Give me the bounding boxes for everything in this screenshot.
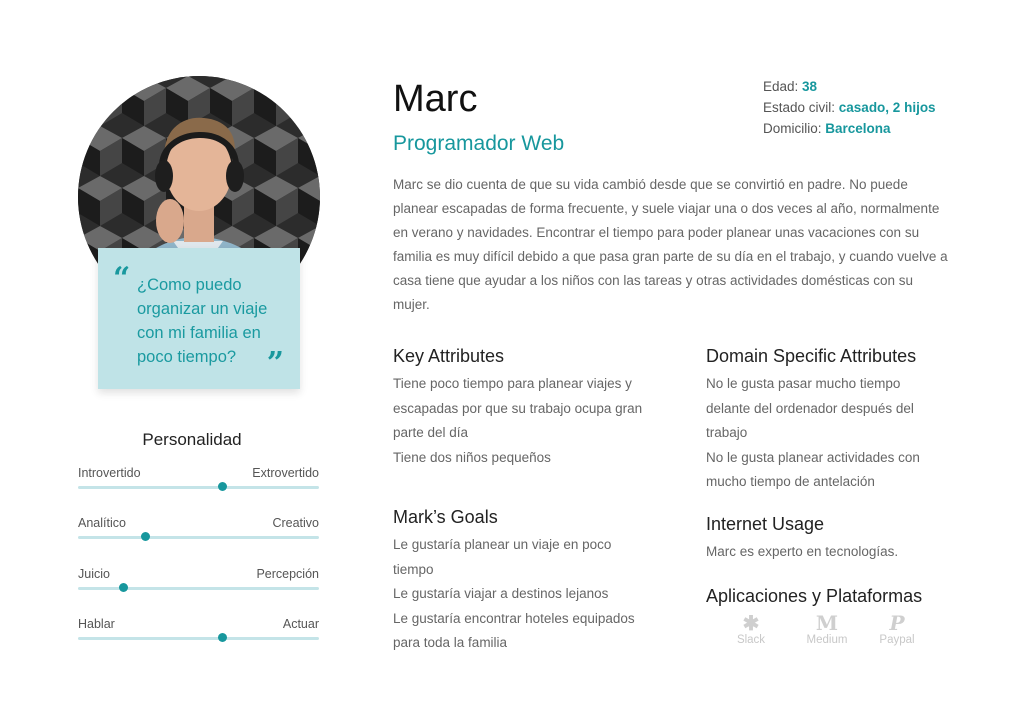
fact-civil-status: Estado civil: casado, 2 hijos: [763, 100, 936, 115]
slider-left-label: Introvertido: [78, 466, 141, 480]
personality-slider[interactable]: [78, 516, 319, 546]
persona-facts: [763, 76, 936, 139]
quote-close-icon: ”: [266, 346, 284, 381]
list-item: Le gustaría viajar a destinos lejanos: [393, 586, 609, 601]
personality-title: Personalidad: [142, 430, 242, 449]
list-item: Tiene poco tiempo para planear viajes y escapadas por que su trabajo ocupa gran parte del día: [393, 376, 643, 440]
persona-quote: ¿Como puedo organizar un viaje con mi familia en poco tiempo?: [137, 276, 268, 366]
slider-right-label: Percepción: [256, 567, 319, 581]
slider-right-label: Creativo: [272, 516, 319, 530]
personality-slider[interactable]: [78, 617, 319, 647]
domain-attributes-list: [706, 372, 944, 495]
slider-track[interactable]: [78, 587, 319, 590]
slider-knob[interactable]: [119, 583, 128, 592]
key-attributes-title: Key Attributes: [393, 346, 505, 366]
internet-usage-text: Marc es experto en tecnologías.: [706, 544, 899, 559]
fact-age: Edad: 38: [763, 79, 818, 94]
personality-slider[interactable]: [78, 466, 319, 496]
list-item: Le gustaría planear un viaje en poco tiempo: [393, 537, 612, 577]
fact-residence: Domicilio: Barcelona: [763, 121, 891, 136]
list-item: Le gustaría encontrar hoteles equipados para toda la familia: [393, 610, 635, 650]
slider-track[interactable]: [78, 486, 319, 489]
slack-icon: ✱: [742, 611, 760, 635]
quote-card: [98, 248, 300, 389]
persona-name: Marc: [393, 78, 478, 120]
list-item: No le gusta planear actividades con mucho tiempo de antelación: [706, 449, 920, 489]
goals-title: Mark’s Goals: [393, 507, 498, 527]
slider-left-label: Analítico: [78, 516, 126, 530]
paypal-icon: P: [889, 611, 905, 635]
slider-left-label: Juicio: [78, 567, 110, 581]
list-item: Tiene dos niños pequeños: [393, 449, 551, 465]
slider-knob[interactable]: [218, 633, 227, 642]
personality-slider[interactable]: [78, 567, 319, 597]
internet-usage-title: Internet Usage: [706, 514, 825, 534]
app-medium: [797, 612, 857, 646]
goals-list: [393, 533, 638, 656]
list-item: No le gusta pasar mucho tiempo delante del ordenador después del trabajo: [706, 376, 914, 440]
domain-attributes-title: Domain Specific Attributes: [706, 346, 917, 366]
quote-open-icon: “: [113, 261, 131, 296]
persona-bio: Marc se dio cuenta de que su vida cambió desde que se convirtió en padre. No puede planear escapadas de forma frecuente, y suele viajar una o dos veces al año, normalmente en verano y navidades. Encontrar el tiempo para poder planear unas vacaciones con su familia es muy difícil debido a que pasa gran parte de su día en el trabajo, y cuando vuelve a casa tiene que ayudar a los niños con las tareas y otras actividades domésticas con su mujer.: [393, 177, 948, 312]
slider-left-label: Hablar: [78, 617, 115, 631]
slider-knob[interactable]: [218, 482, 227, 491]
slider-right-label: Actuar: [282, 617, 319, 631]
app-name: Paypal: [879, 634, 915, 646]
app-name: Medium: [806, 634, 848, 646]
slider-track[interactable]: [78, 536, 319, 539]
app-name: Slack: [736, 634, 766, 646]
key-attributes-list: [393, 372, 648, 470]
slider-right-label: Extrovertido: [252, 466, 319, 480]
slider-knob[interactable]: [141, 532, 150, 541]
apps-list: [724, 612, 954, 656]
app-slack: [721, 612, 781, 646]
apps-title: Aplicaciones y Plataformas: [706, 586, 923, 606]
medium-icon: M: [815, 611, 839, 635]
persona-role: Programador Web: [393, 132, 565, 155]
app-paypal: [867, 612, 927, 646]
slider-track[interactable]: [78, 637, 319, 640]
